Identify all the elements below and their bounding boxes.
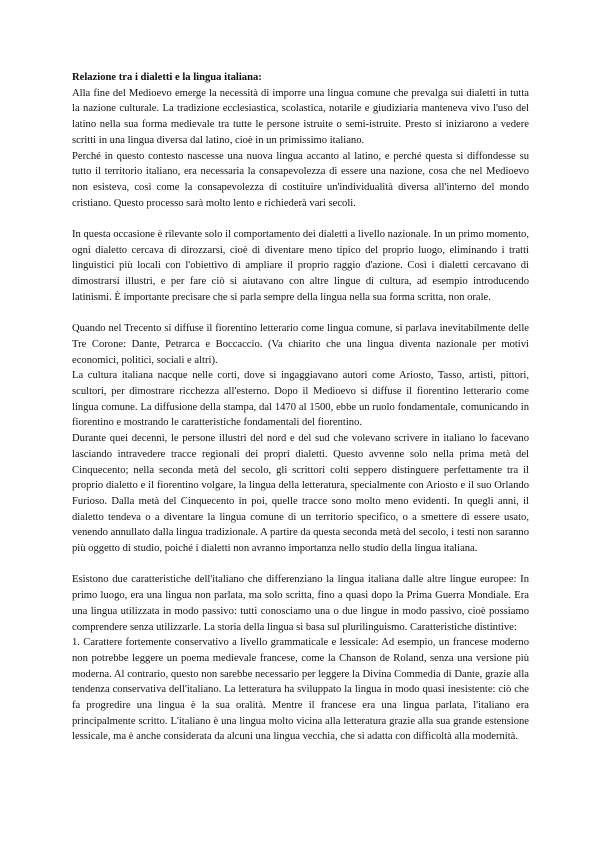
paragraph-spacer [72,557,529,573]
paragraph-courts: La cultura italiana nacque nelle corti, dove si ingaggiavano autori come Ariosto, Tasso, artisti, pittori, scultori, per dimostrare ricchezza all'esterno. Dopo il Medioevo si diffuse il fiorentino letterario come lingua comune. La diffusione della stampa, dal 1470 al 1500, ebbe un ruolo fondamentale, comunicando in fiorentino e mostrando le caratteristiche fondamentali del fiorentino. [72,370,529,429]
paragraph-trecento: Quando nel Trecento si diffuse il fiorentino letterario come lingua comune, si parlava inevitabilmente delle Tre Corone: Dante, Petrarca e Boccaccio. (Va chiarito che una lingua diventa nazionale per motivi economici, politici, sociali e altri). [72,323,529,366]
document-title: Relazione tra i dialetti e la lingua italiana: [72,72,262,83]
paragraph-cinquecento: Durante quei decenni, le persone illustri del nord e del sud che volevano scrivere in italiano lo facevano lasciando intravedere tracce regionali dei propri dialetti. Questo avvenne solo nella prima metà del Cinquecento; nella seconda metà del secolo, gli scrittori colti seppero distinguere perfettamente tra il proprio dialetto e il fiorentino volgare, la lingua della letteratura, specialmente con Ariosto e il suo Orlando Furioso. Dalla metà del Cinquecento in poi, quelle tracce sono molto meno evidenti. In quegli anni, il dialetto tendeva o a diventare la lingua comune di un territorio specifico, o a smettere di essere usato, venendo annullato dalla lingua tradizionale. A partire da questa seconda metà del secolo, i testi non saranno più oggetto di studio, poiché i dialetti non avranno importanza nello studio della lingua italiana. [72,433,529,555]
paragraph-characteristics: Esistono due caratteristiche dell'italiano che differenziano la lingua italiana dalle altre lingue europee: In primo luogo, era una lingua non parlata, ma solo scritta, fino a quasi dopo la Prima Guerra Mondiale. Era una lingua utilizzata in modo passivo: tutti conosciamo una o due lingue in modo passivo, cioè possiamo comprendere senza utilizzarle. La storia della lingua si basa sul plurilinguismo. Caratteristiche distintive: [72,574,529,633]
paragraph-dialects: In questa occasione è rilevante solo il comportamento dei dialetti a livello nazionale. In un primo momento, ogni dialetto cercava di dirozzarsi, cioè di diventare meno tipico del proprio luogo, eliminando i tratti linguistici più locali con l'obiettivo di ampliare il proprio raggio d'azione. Così i dialetti cercavano di dimostrarsi illustri, e per fare ciò si aiutavano con altre lingue di cultura, ad esempio introducendo latinismi. È importante precisare che si parla sempre della lingua nella sua forma scritta, non orale. [72,229,529,303]
paragraph-intro: Alla fine del Medioevo emerge la necessità di imporre una lingua comune che prevalga sui dialetti in tutta la nazione culturale. La tradizione ecclesiastica, scolastica, notarile e giudiziaria manteneva vivo l'uso del latino nella sua forma medievale tra tutte le persone istruite o semi-istruite. Presto si iniziarono a vedere scritti in una lingua diversa dal latino, cioè in un primissimo italiano. [72,87,529,146]
paragraph-spacer [72,306,529,322]
paragraph-spacer [72,211,529,227]
paragraph-nation-awareness: Perché in questo contesto nascesse una nuova lingua accanto al latino, e perché questa si diffondesse su tutto il territorio italiano, era necessaria la consapevolezza di essere una nazione, cosa che nel Medioevo non esisteva, così come la consapevolezza di costituire un'individualità diversa all'interno del mondo cristiano. Questo processo sarà molto lento e richiederà vari secoli. [72,150,529,209]
paragraph-conservative: 1. Carattere fortemente conservativo a livello grammaticale e lessicale: Ad esempio, un francese moderno non potrebbe leggere un poema medievale francese, come la Chanson de Roland, senza una versione più moderna. Al contrario, questo non sarebbe necessario per leggere la Divina Commedia di Dante, grazie alla tendenza conservativa dell'italiano. La letteratura ha sviluppato la lingua in modo quasi inesistente: ciò che fa progredire una lingua è la sua oralità. Mentre il francese era una lingua parlata, l'italiano era principalmente scritto. L'italiano è una lingua molto vicina alla letteratura grazie alla sua grande estensione lessicale, ma è anche considerata da alcuni una lingua vecchia, che si adatta con difficoltà alla modernità. [72,637,529,743]
document-page [72,70,529,745]
